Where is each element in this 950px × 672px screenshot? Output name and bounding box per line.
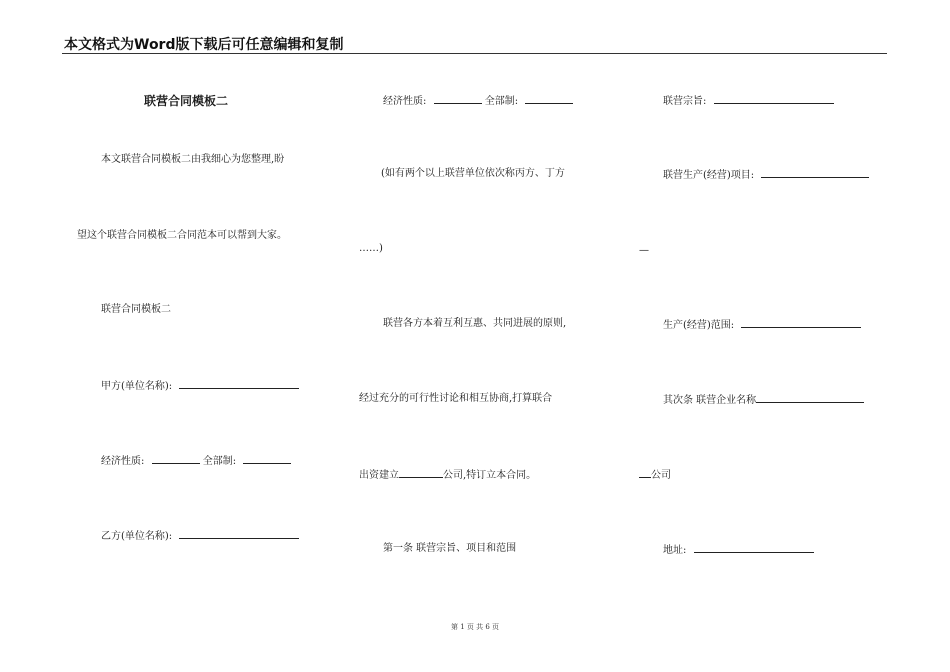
ownership-blank <box>525 94 573 104</box>
project-blank <box>761 168 869 178</box>
continuation-dash: — <box>639 245 649 256</box>
article-1-heading: 第一条 联营宗旨、项目和范围 <box>383 543 517 554</box>
ownership-blank <box>243 454 291 464</box>
party-a-blank <box>179 379 299 389</box>
document-header-title: 本文格式为Word版下载后可任意编辑和复制 <box>64 37 344 53</box>
note-line-1: (如有两个以上联营单位依次称丙方、丁方 <box>381 168 565 179</box>
address-line <box>663 543 814 557</box>
party-a-line <box>101 379 299 393</box>
paragraph-line-2: 经过充分的可行性讨论和相互协商,打算联合 <box>359 393 553 404</box>
contract-subtitle: 联营合同模板二 <box>101 304 171 315</box>
note-line-2: ……) <box>359 243 383 254</box>
party-b-nature-line <box>383 94 573 108</box>
company-name-blank <box>399 468 443 478</box>
party-a-label: 甲方(单位名称): <box>101 381 173 392</box>
article-2-heading: 其次条 联营企业名称 <box>663 395 757 406</box>
scope-label: 生产(经营)范围: <box>663 320 735 331</box>
party-b-label: 乙方(单位名称): <box>101 531 173 542</box>
nature-label: 经济性质: <box>383 96 427 107</box>
page-number: 第 1 页 共 6 页 <box>450 623 500 631</box>
party-b-blank <box>179 529 299 539</box>
ownership-label: 全部制: <box>202 456 237 467</box>
purpose-line <box>663 94 834 108</box>
purpose-blank <box>714 94 834 104</box>
nature-blank <box>434 94 482 104</box>
scope-blank <box>741 318 861 328</box>
article-2-line <box>663 393 864 407</box>
company-prefix-blank <box>639 468 651 478</box>
header-divider <box>62 53 887 54</box>
enterprise-name-blank <box>756 393 864 403</box>
page-title: 联营合同模板二 <box>144 94 229 108</box>
paragraph-line-1: 联营各方本着互利互惠、共同进展的原则, <box>383 318 567 329</box>
address-label: 地址: <box>663 545 687 556</box>
company-suffix: 公司 <box>651 470 671 481</box>
paragraph-line-3-start: 出资建立 <box>359 470 399 481</box>
nature-blank <box>152 454 200 464</box>
project-line <box>663 168 869 182</box>
company-line <box>639 468 671 482</box>
intro-line-2: 望这个联营合同模板二合同范本可以帮到大家。 <box>77 230 287 241</box>
intro-line-1: 本文联营合同模板二由我细心为您整理,盼 <box>101 154 285 165</box>
paragraph-line-3-end: 公司,特订立本合同。 <box>443 470 537 481</box>
nature-label: 经济性质: <box>101 456 145 467</box>
scope-line <box>663 318 861 332</box>
party-b-line <box>101 529 299 543</box>
address-blank <box>694 543 814 553</box>
paragraph-line-3 <box>359 468 536 482</box>
project-label: 联营生产(经营)项目: <box>663 170 755 181</box>
ownership-label: 全部制: <box>484 96 519 107</box>
purpose-label: 联营宗旨: <box>663 96 707 107</box>
party-a-nature-line <box>101 454 291 468</box>
